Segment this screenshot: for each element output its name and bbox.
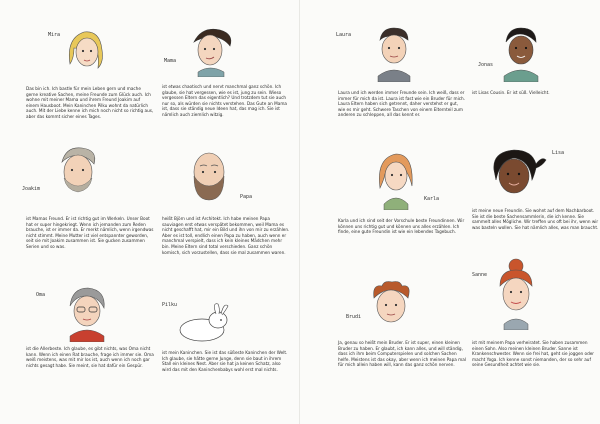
laura-portrait bbox=[372, 24, 416, 82]
character-description: ist die Allerbeste. Ich glaube, es gibt nichts, was Oma nicht kann. Wenn ich einen Rat brauche, frage ich immer sie. Oma weiß meistens, was mit mir los ist, auch wenn ich noch gar nichts gesagt habe. Sie meint, sie hat dafür ein Gespür. bbox=[26, 346, 154, 368]
character-description: Karla und ich sind seit der Vorschule beste Freundinnen. Wir können uns richtig gut und können uns alles erzählen. Ich finde, eine gute Freundin ist wie ein lebendes Tagebuch. bbox=[338, 218, 465, 235]
pilku-portrait bbox=[172, 300, 234, 344]
mira-portrait bbox=[60, 24, 110, 74]
character-name: Lisa bbox=[552, 150, 565, 156]
character-name: Joakim bbox=[22, 186, 41, 192]
lisa-portrait bbox=[486, 146, 548, 202]
character-description: ist Lisas Cousin. Er ist süß. Vielleicht. bbox=[472, 90, 550, 95]
character-description: ist meine neue Freundin. Sie wohnt auf dem Nachbarboot. Sie ist die beste Sachensammlerin, die ich kenne. Sie sammelt alles Mögliche. Wir treffen uns oft bei ihr, wenn wir was basteln wollen. Sie hat nämlich alles, was man braucht. bbox=[472, 208, 599, 230]
joakim-portrait bbox=[50, 142, 105, 204]
character-description: ist Mamas Freund. Er ist richtig gut im Werkeln. Unser Boot hat er super hingekriegt. Wenn ich jemanden zum Reden brauche, ist er immer da. Er merkt nämlich, wenn irgendwas nicht stimmt. Meine Mutter ist viel entspannter geworden, seit sie mit Joakim zusammen ist. Sie gucken zusammen Serien und so was. bbox=[26, 216, 154, 249]
papa-portrait bbox=[180, 146, 238, 204]
character-description: Das bin ich. Ich bastle für mein Leben gern und mache gerne kreative Sachen, meine Freunde zum Glück auch. Ich wohne mit meiner Mama und ihrem Freund Joakim auf einem Hausboot. Mein Kaninchen Pilku wohnt da natürlich auch. Mit der Liebe kenne ich mich noch nicht so richtig aus, aber das kommt sicher eines Tages. bbox=[26, 86, 154, 119]
oma-portrait bbox=[62, 284, 112, 342]
brudi-portrait bbox=[366, 278, 416, 328]
character-name: Karla bbox=[424, 196, 440, 202]
character-name: Papa bbox=[240, 194, 253, 200]
character-description: ist mit meinem Papa verheiratet. Sie haben zusammen einen Sohn. Also meinen kleinen Bruder. Sanne ist Krankenschwester. Wenn sie frei hat, geht sie joggen oder macht Yoga. Ich kenne sonst niemanden, der so sehr auf seine Gesundheit achtet wie sie. bbox=[472, 340, 595, 368]
character-name: Mira bbox=[48, 32, 61, 38]
character-name: Brudi bbox=[346, 314, 362, 320]
character-name: Pilku bbox=[162, 302, 178, 308]
karla-portrait bbox=[374, 148, 418, 210]
character-name: Mama bbox=[164, 58, 177, 64]
page-gutter bbox=[299, 0, 300, 424]
character-description: ist mein Kaninchen. Sie ist das süßeste Kaninchen der Welt. Ich glaube, sie hätte gerne Junge, denn sie baut in ihrem Stall ein kleines Nest. Aber sie hat ja keinen Schatz, also wird das mit den Kaninchenbabys wohl erst mal nichts. bbox=[162, 350, 288, 372]
character-description: Laura und ich werden immer Freunde sein. Ich weiß, dass er immer für mich da ist. Laura ist fast wie ein Bruder für mich. Laura Eltern haben sich getrennt, daher verstehst er gut, wie es mir geht. Schwere Taschen von einem Elternteil zum anderen zu schleppen, all das kennt er. bbox=[338, 90, 466, 118]
character-name: Jonas bbox=[478, 62, 494, 68]
character-name: Laura bbox=[336, 32, 352, 38]
character-name: Oma bbox=[36, 292, 46, 298]
character-description: heißt Björn und ist Architekt. Ich habe meinen Papa sauviagen erst etwas verspätet bekommen, weil Mama es nicht geschafft hat, mir ein Bild und ihn von mir zu erzählen. Aber es ist toll, endlich einen Papa zu haben, auch wenn er manchmal verspielt, dass ich kein kleines Mädchen mehr bin. Meine Eltern sind total verschieden. Ganz schön komisch, sich vorzustellen, dass sie mal zusammen waren. bbox=[162, 216, 290, 255]
jonas-portrait bbox=[498, 24, 544, 82]
mama-portrait bbox=[182, 22, 237, 77]
character-description: ist etwas chaotisch und nervt manchmal ganz schön. Ich glaube, sie hat vergessen, wie es ist, jung zu sein. Wieso vergessen Eltern das eigentlich? Und trotzdem tut sie auch nur so, als würden sie nichts verstehen. Das Gute an Mama ist, dass sie ständig neue Ideen hat, das mag ich. Sie ist nämlich auch ziemlich witzig. bbox=[162, 84, 287, 117]
sanne-portrait bbox=[492, 256, 540, 330]
character-description: Ja, genau so heißt mein Bruder. Er ist super, einen kleinen Bruder zu haben. Er glaubt, ich kann alles, und will ständig, dass ich ihm beim Computerspielen und solchen Sachen helfe. Meistens ist das okay, aber wenn ich meinen Papa mal für mich allein haben will, kann das ganz schön nerven. bbox=[338, 340, 466, 368]
character-name: Sanne bbox=[472, 272, 488, 278]
